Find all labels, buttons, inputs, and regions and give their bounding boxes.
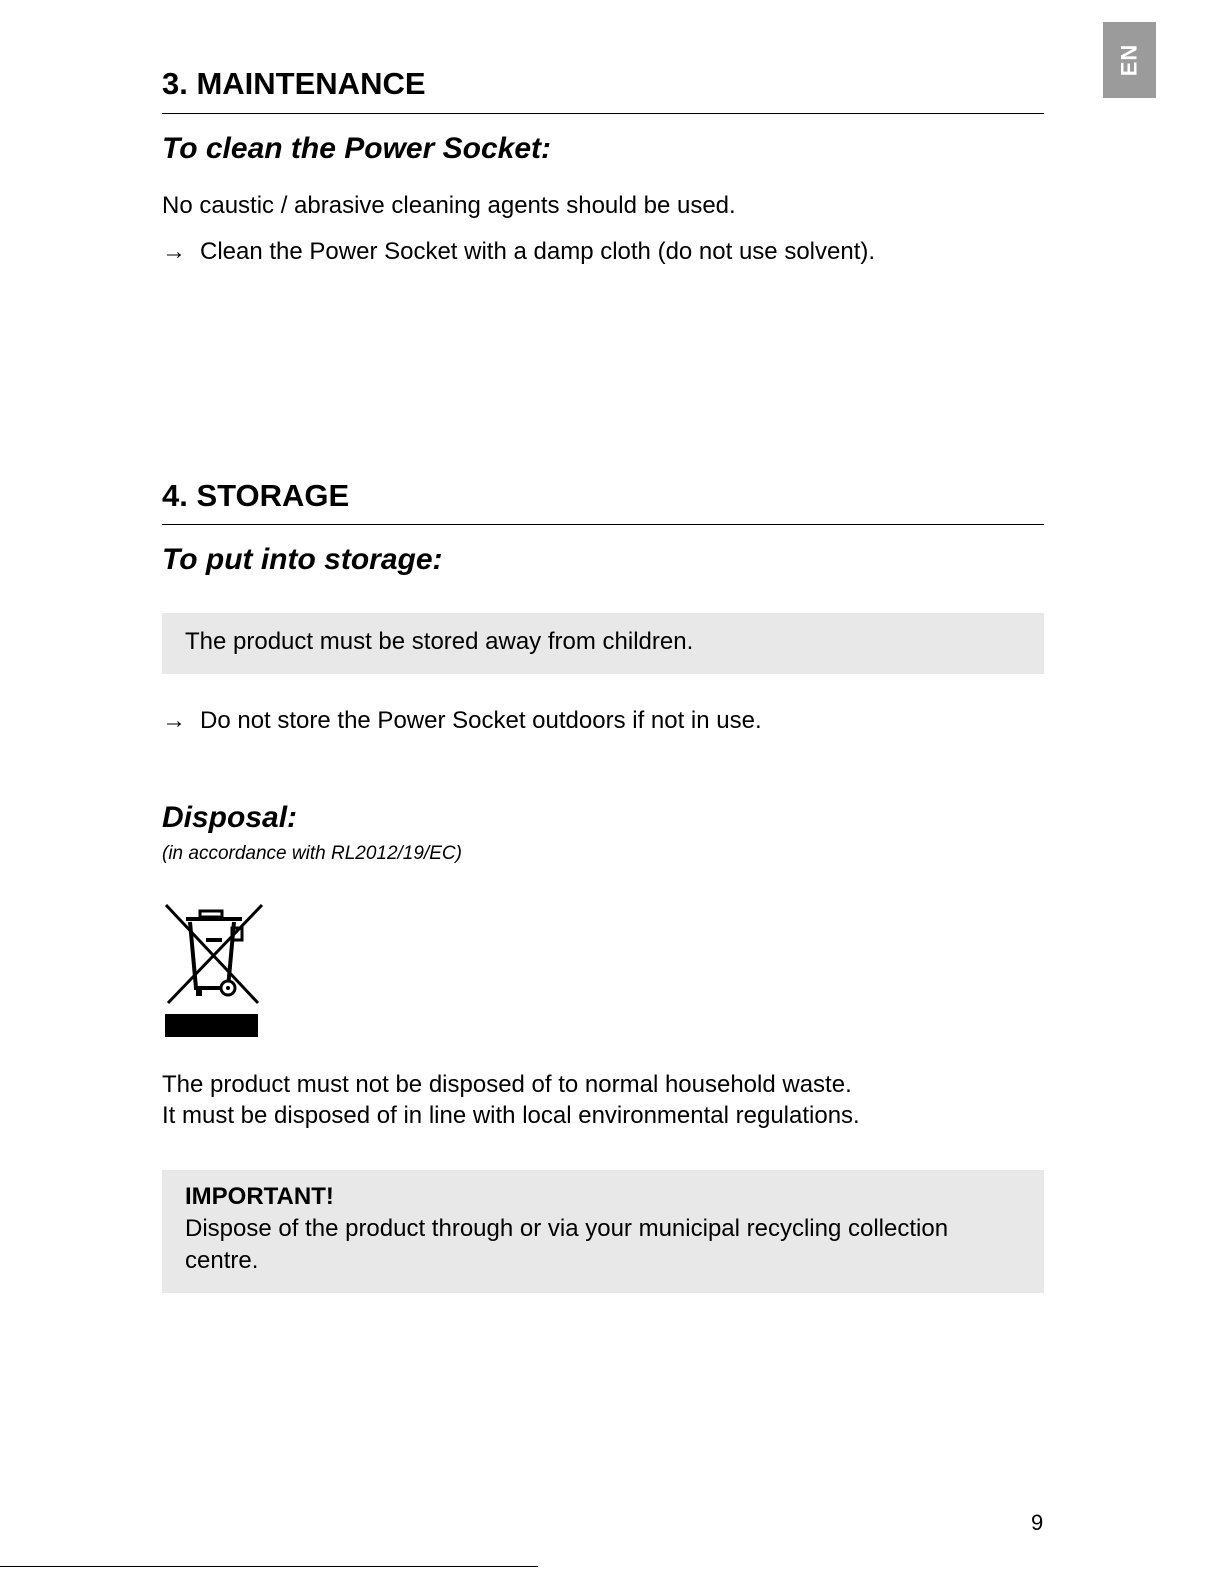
storage-bullet-text: Do not store the Power Socket outdoors if not in use. <box>200 707 762 734</box>
maintenance-subheading: To clean the Power Socket: <box>162 132 551 165</box>
arrow-right-icon: → <box>162 238 186 265</box>
important-label: IMPORTANT! <box>185 1183 334 1210</box>
language-tab-label: EN <box>1116 43 1142 77</box>
disposal-heading: Disposal: <box>162 801 298 834</box>
page-number: 9 <box>1031 1510 1044 1535</box>
maintenance-text: No caustic / abrasive cleaning agents should be used. <box>162 192 736 219</box>
storage-heading: 4. STORAGE <box>162 478 350 513</box>
bottom-edge-line <box>0 1566 538 1567</box>
storage-subheading: To put into storage: <box>162 543 443 576</box>
disposal-line-1: The product must not be disposed of to normal household waste. <box>162 1071 852 1098</box>
disposal-line-2: It must be disposed of in line with local environmental regulations. <box>162 1102 860 1129</box>
storage-divider <box>162 524 1044 525</box>
crossed-out-wheelie-bin-icon <box>162 900 266 1040</box>
maintenance-bullet-text: Clean the Power Socket with a damp cloth (do not use solvent). <box>200 238 876 265</box>
storage-notice-box <box>162 613 1044 674</box>
language-tab <box>1103 22 1156 98</box>
storage-bullet <box>162 707 762 735</box>
storage-notice-text: The product must be stored away from children. <box>185 628 694 655</box>
important-box <box>162 1170 1044 1293</box>
disposal-note: (in accordance with RL2012/19/EC) <box>162 843 462 864</box>
important-text: Dispose of the product through or via your municipal recycling collection centre. <box>185 1215 949 1274</box>
arrow-right-icon: → <box>162 707 186 734</box>
maintenance-divider <box>162 113 1044 114</box>
maintenance-heading: 3. MAINTENANCE <box>162 66 426 101</box>
maintenance-bullet <box>162 238 875 266</box>
